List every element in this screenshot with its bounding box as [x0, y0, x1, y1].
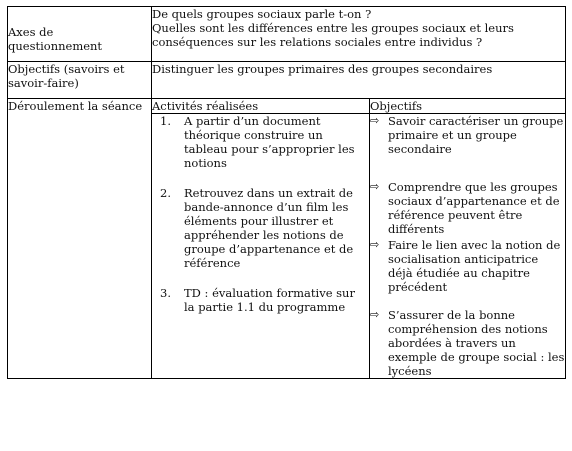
objective-text: S’assurer de la bonne compréhension des notions abordées à travers un exemple de groupe social : les lycéens — [388, 308, 565, 378]
cell-deroulement-label — [8, 99, 152, 379]
cell-axes-label — [8, 7, 152, 62]
cell-objectifs-label — [8, 62, 152, 99]
activity-number: 3. — [160, 286, 171, 300]
cell-activities-list — [152, 114, 370, 379]
cell-objectifs-text — [152, 62, 566, 99]
activities-header: Activités réalisées — [152, 99, 259, 113]
objective-text: Faire le lien avec la notion de socialisation anticipatrice déjà étudiée au chapitre précédent — [388, 238, 561, 294]
list-item — [152, 114, 369, 170]
cell-activities-header — [152, 99, 370, 114]
table-row-objectifs — [8, 62, 566, 99]
table-row-deroulement-header — [8, 99, 566, 114]
arrow-right-icon: ⇨ — [370, 308, 380, 321]
cell-objectives-list — [370, 114, 566, 379]
list-item — [370, 308, 565, 378]
question-1: De quels groupes sociaux parle t-on ? — [152, 7, 372, 21]
objectifs-label: Objectifs (savoirs et savoir-faire) — [8, 62, 125, 90]
list-item — [152, 286, 369, 314]
activity-text: TD : évaluation formative sur la partie 1.1 du programme — [184, 286, 355, 314]
arrow-right-icon: ⇨ — [370, 180, 380, 193]
objective-text: Comprendre que les groupes sociaux d’appartenance et de référence peuvent être différents — [388, 180, 560, 236]
objectives-list — [370, 114, 565, 378]
list-item — [370, 238, 565, 294]
objectives-header: Objectifs — [370, 99, 423, 113]
cell-axes-questions — [152, 7, 566, 62]
list-item — [370, 114, 565, 156]
arrow-right-icon: ⇨ — [370, 238, 380, 251]
activities-list — [152, 114, 369, 314]
cell-objectives-header — [370, 99, 566, 114]
deroulement-label: Déroulement la séance — [8, 99, 143, 113]
list-item — [152, 186, 369, 270]
axes-label: Axes de questionnement — [8, 25, 103, 53]
activity-number: 1. — [160, 114, 171, 128]
question-2: Quelles sont les différences entre les groupes sociaux et leurs conséquences sur les relations sociales entre individus ? — [152, 21, 514, 49]
arrow-right-icon: ⇨ — [370, 114, 380, 127]
activity-number: 2. — [160, 186, 171, 200]
lesson-plan-table — [7, 6, 566, 379]
activity-text: Retrouvez dans un extrait de bande-annonce d’un film les éléments pour illustrer et appréhender les notions de groupe d’appartenance et de référence — [184, 186, 354, 270]
objectifs-text: Distinguer les groupes primaires des groupes secondaires — [152, 62, 493, 76]
list-item — [370, 180, 565, 236]
objective-text: Savoir caractériser un groupe primaire et un groupe secondaire — [388, 114, 564, 156]
table-row-axes — [8, 7, 566, 62]
activity-text: A partir d’un document théorique construire un tableau pour s’approprier les notions — [184, 114, 355, 170]
